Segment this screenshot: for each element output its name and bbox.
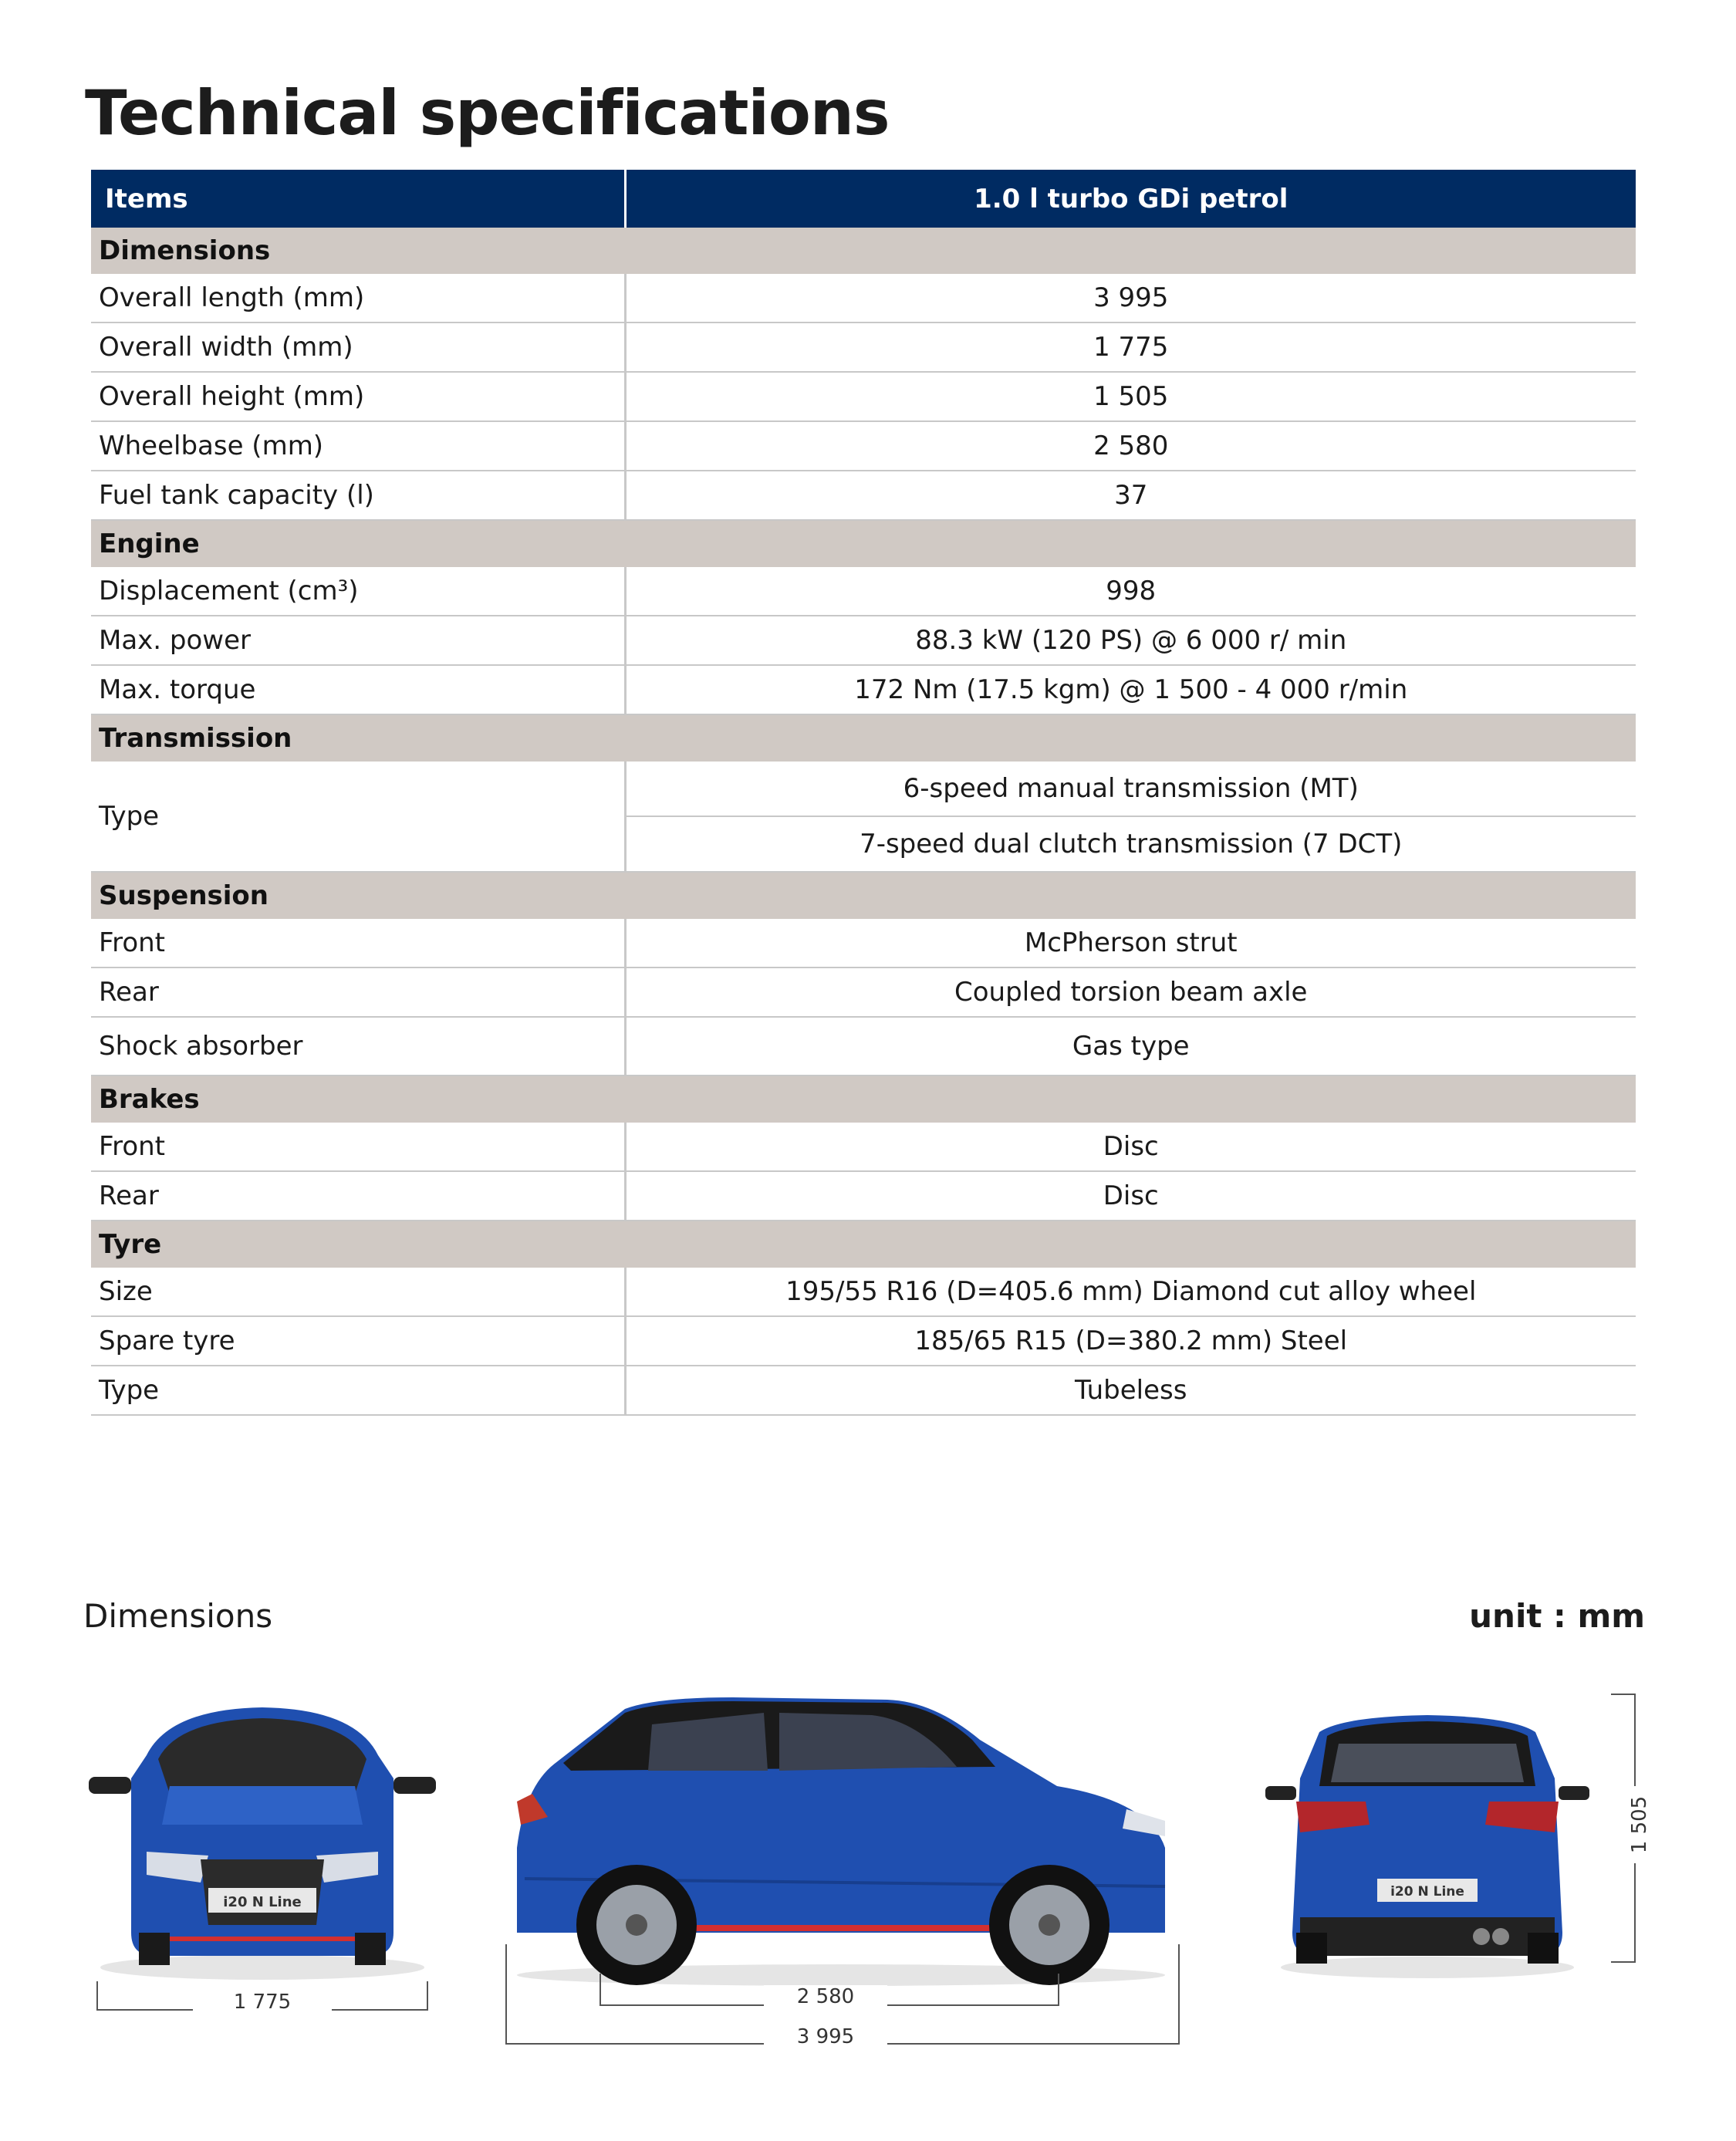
row-label: Wheelbase (mm) bbox=[91, 421, 625, 471]
row-label: Type bbox=[91, 1366, 625, 1415]
row-value: 185/65 R15 (D=380.2 mm) Steel bbox=[625, 1316, 1636, 1366]
row-value: McPherson strut bbox=[625, 919, 1636, 968]
wheelbase-label: 2 580 bbox=[764, 1985, 887, 2008]
table-row bbox=[91, 1123, 1636, 1171]
section-brakes: Brakes bbox=[91, 1076, 1636, 1123]
row-label: Fuel tank capacity (l) bbox=[91, 471, 625, 520]
section-transmission: Transmission bbox=[91, 714, 1636, 762]
row-label: Displacement (cm³) bbox=[91, 567, 625, 616]
row-value: 7-speed dual clutch transmission (7 DCT) bbox=[625, 816, 1636, 872]
row-value: Gas type bbox=[625, 1017, 1636, 1076]
table-header-row bbox=[91, 170, 1636, 228]
row-value: Coupled torsion beam axle bbox=[625, 968, 1636, 1017]
spec-table bbox=[91, 170, 1636, 1416]
row-label: Spare tyre bbox=[91, 1316, 625, 1366]
row-value: 172 Nm (17.5 kgm) @ 1 500 - 4 000 r/min bbox=[625, 665, 1636, 714]
table-row bbox=[91, 372, 1636, 421]
row-label: Overall width (mm) bbox=[91, 323, 625, 372]
row-label: Type bbox=[91, 762, 625, 872]
table-row bbox=[91, 968, 1636, 1017]
front-badge: i20 N Line bbox=[223, 1894, 302, 1910]
table-row bbox=[91, 567, 1636, 616]
table-row bbox=[91, 323, 1636, 372]
row-value: 1 505 bbox=[625, 372, 1636, 421]
header-items: Items bbox=[91, 170, 625, 228]
rear-badge: i20 N Line bbox=[1390, 1884, 1464, 1900]
car-rear-view bbox=[1265, 1709, 1589, 1987]
section-engine: Engine bbox=[91, 520, 1636, 567]
row-value: 37 bbox=[625, 471, 1636, 520]
row-value: 998 bbox=[625, 567, 1636, 616]
row-value: 195/55 R16 (D=405.6 mm) Diamond cut alloy wheel bbox=[625, 1268, 1636, 1316]
row-value: 1 775 bbox=[625, 323, 1636, 372]
table-row bbox=[91, 274, 1636, 323]
table-row bbox=[91, 1017, 1636, 1076]
row-value: Disc bbox=[625, 1171, 1636, 1221]
row-label: Front bbox=[91, 919, 625, 968]
length-label: 3 995 bbox=[764, 2025, 887, 2048]
row-value: Tubeless bbox=[625, 1366, 1636, 1415]
table-row bbox=[91, 1171, 1636, 1221]
row-label: Shock absorber bbox=[91, 1017, 625, 1076]
row-label: Overall length (mm) bbox=[91, 274, 625, 323]
table-row bbox=[91, 762, 1636, 816]
row-label: Front bbox=[91, 1123, 625, 1171]
row-label: Overall height (mm) bbox=[91, 372, 625, 421]
row-value: 2 580 bbox=[625, 421, 1636, 471]
page-title: Technical specifications bbox=[85, 77, 890, 149]
unit-label: unit : mm bbox=[1469, 1597, 1645, 1635]
table-row bbox=[91, 616, 1636, 665]
table-row bbox=[91, 1316, 1636, 1366]
row-value: 3 995 bbox=[625, 274, 1636, 323]
table-row bbox=[91, 665, 1636, 714]
row-label: Rear bbox=[91, 1171, 625, 1221]
table-row bbox=[91, 919, 1636, 968]
table-row bbox=[91, 421, 1636, 471]
section-dimensions: Dimensions bbox=[91, 228, 1636, 274]
table-row bbox=[91, 471, 1636, 520]
row-label: Size bbox=[91, 1268, 625, 1316]
row-label: Rear bbox=[91, 968, 625, 1017]
table-row bbox=[91, 1366, 1636, 1415]
section-suspension: Suspension bbox=[91, 872, 1636, 919]
height-label: 1 505 bbox=[1628, 1786, 1651, 1863]
header-variant: 1.0 l turbo GDi petrol bbox=[625, 170, 1636, 228]
table-row bbox=[91, 1268, 1636, 1316]
row-value: 6-speed manual transmission (MT) bbox=[625, 762, 1636, 816]
row-value: Disc bbox=[625, 1123, 1636, 1171]
dimensions-heading: Dimensions bbox=[83, 1597, 273, 1635]
row-label: Max. torque bbox=[91, 665, 625, 714]
row-label: Max. power bbox=[91, 616, 625, 665]
width-label: 1 775 bbox=[193, 1991, 332, 2014]
row-value: 88.3 kW (120 PS) @ 6 000 r/ min bbox=[625, 616, 1636, 665]
section-tyre: Tyre bbox=[91, 1221, 1636, 1268]
car-front-view bbox=[85, 1701, 440, 1987]
